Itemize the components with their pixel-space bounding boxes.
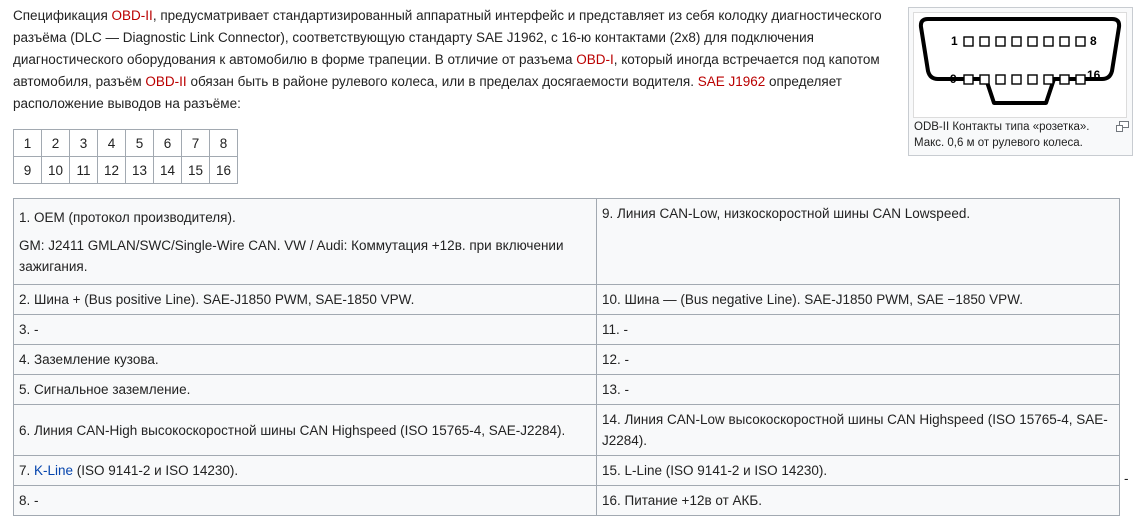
pin-14-cell: 14. Линия CAN-Low высокоскоростной шины CAN Highspeed (ISO 15765-4, SAE-J2284). [597, 405, 1120, 456]
connector-image[interactable] [913, 12, 1127, 118]
table-row [14, 486, 1120, 516]
pin-grid-cell: 11 [70, 157, 98, 184]
pin-grid-cell: 16 [210, 157, 238, 184]
pin-1-cell [14, 199, 597, 285]
pin-8-cell: 8. - [14, 486, 597, 516]
pin-grid-cell: 6 [154, 130, 182, 157]
pin-grid-row-top [14, 130, 238, 157]
pin-socket [964, 75, 973, 84]
pin-label-16: 16 [1087, 68, 1101, 82]
pin-socket [1060, 37, 1069, 46]
k-line-link[interactable]: K-Line [34, 463, 74, 478]
pin-socket [1028, 75, 1037, 84]
pin-grid-cell: 10 [42, 157, 70, 184]
pin-grid-cell: 12 [98, 157, 126, 184]
pin-5-cell: 5. Сигнальное заземление. [14, 375, 597, 405]
pin-13-cell: 13. - [597, 375, 1120, 405]
pin-12-cell: 12. - [597, 345, 1120, 375]
pin-label-8: 8 [1090, 34, 1097, 48]
pin-6-cell: 6. Линия CAN-High высокоскоростной шины CAN Highspeed (ISO 15765-4, SAE-J2284). [14, 405, 597, 456]
pinout-table [13, 198, 1120, 516]
pin-16-cell: 16. Питание +12в от АКБ. [597, 486, 1120, 516]
pin-label-1: 1 [951, 34, 958, 48]
pin-7-suffix: (ISO 9141-2 и ISO 14230). [73, 463, 239, 478]
pin-label-9: 9 [950, 72, 957, 86]
pin-socket [1076, 37, 1085, 46]
pin-socket [996, 75, 1005, 84]
pin-grid-cell: 15 [182, 157, 210, 184]
pin-socket [964, 37, 973, 46]
pin-grid-row-bottom [14, 157, 238, 184]
table-row [14, 199, 1120, 285]
intro-text-2: , предусматривает стандартизированный аппаратный интерфейс и представляет из себя колодку диагностического разъёма (DLC — Diagnostic Link Connector), соответствующую стандарту SAE J1962, с 16-ю контактами (2x8) для подключения диагностического оборудования к автомобилю в форме трапеции. В отличие от разъема [13, 8, 882, 67]
sae-j1962-link[interactable]: SAE J1962 [697, 74, 766, 89]
pin-3-cell: 3. - [14, 315, 597, 345]
pin-10-cell: 10. Шина — (Bus negative Line). SAE-J1850 PWM, SAE −1850 VPW. [597, 285, 1120, 315]
pin-socket [1044, 37, 1053, 46]
magnify-icon[interactable] [1116, 121, 1129, 132]
pin-grid-cell: 5 [126, 130, 154, 157]
obd2-link[interactable]: OBD-II [111, 8, 153, 23]
overflow-cell-text: - [1124, 471, 1129, 486]
table-row [14, 285, 1120, 315]
table-row [14, 456, 1120, 486]
pin-1-note: GM: J2411 GMLAN/SWC/Single-Wire CAN. VW / Audi: Коммутация +12в. при включении зажигания. [19, 237, 564, 274]
intro-paragraph [13, 5, 895, 115]
pin-7-cell [14, 456, 597, 486]
pin-grid-cell: 7 [182, 130, 210, 157]
pin-15-cell: 15. L-Line (ISO 9141-2 и ISO 14230). [597, 456, 1120, 486]
pin-socket [1028, 37, 1037, 46]
connector-figure [908, 7, 1133, 156]
pin-grid-cell: 9 [14, 157, 42, 184]
pin-11-cell: 11. - [597, 315, 1120, 345]
obd2-link-second[interactable]: OBD-II [145, 74, 187, 89]
pin-1-text: 1. OEM (протокол производителя). [19, 209, 236, 225]
pin-socket [1076, 75, 1085, 84]
figure-caption: ODB-II Контакты типа «розетка». Макс. 0,6 м от рулевого колеса. [914, 121, 1090, 149]
intro-text-3: , который иногда встречается под капотом автомобиля, разъём [13, 52, 880, 89]
pin-number-grid [13, 129, 238, 184]
connector-outline [921, 19, 1119, 103]
intro-text-4: обязан быть в районе рулевого колеса, или в пределах досягаемости водителя. [186, 74, 698, 89]
table-row [14, 405, 1120, 456]
pin-socket [996, 37, 1005, 46]
pin-socket [1012, 37, 1021, 46]
pin-grid-cell: 14 [154, 157, 182, 184]
pin-grid-cell: 8 [210, 130, 238, 157]
pin-grid-cell: 1 [14, 130, 42, 157]
pin-socket [980, 75, 989, 84]
pin-2-cell: 2. Шина + (Bus positive Line). SAE-J1850 PWM, SAE-1850 VPW. [14, 285, 597, 315]
pin-socket [1012, 75, 1021, 84]
pin-grid-cell: 3 [70, 130, 98, 157]
table-row [14, 345, 1120, 375]
pin-4-cell: 4. Заземление кузова. [14, 345, 597, 375]
intro-text-5: определяет расположение выводов на разъёме: [13, 74, 842, 111]
pin-grid-cell: 13 [126, 157, 154, 184]
pin-grid-cell: 2 [42, 130, 70, 157]
pin-socket [1060, 75, 1069, 84]
pin-9-cell: 9. Линия CAN-Low, низкоскоростной шины CAN Lowspeed. [597, 199, 1120, 285]
pin-socket [1044, 75, 1053, 84]
table-row [14, 375, 1120, 405]
pin-grid-cell: 4 [98, 130, 126, 157]
table-row [14, 315, 1120, 345]
obd2-connector-diagram [914, 13, 1126, 117]
pin-socket [980, 37, 989, 46]
obd1-link[interactable]: OBD-I [576, 52, 614, 67]
intro-text-1: Спецификация [13, 8, 112, 23]
pin-7-prefix: 7. [19, 463, 35, 478]
